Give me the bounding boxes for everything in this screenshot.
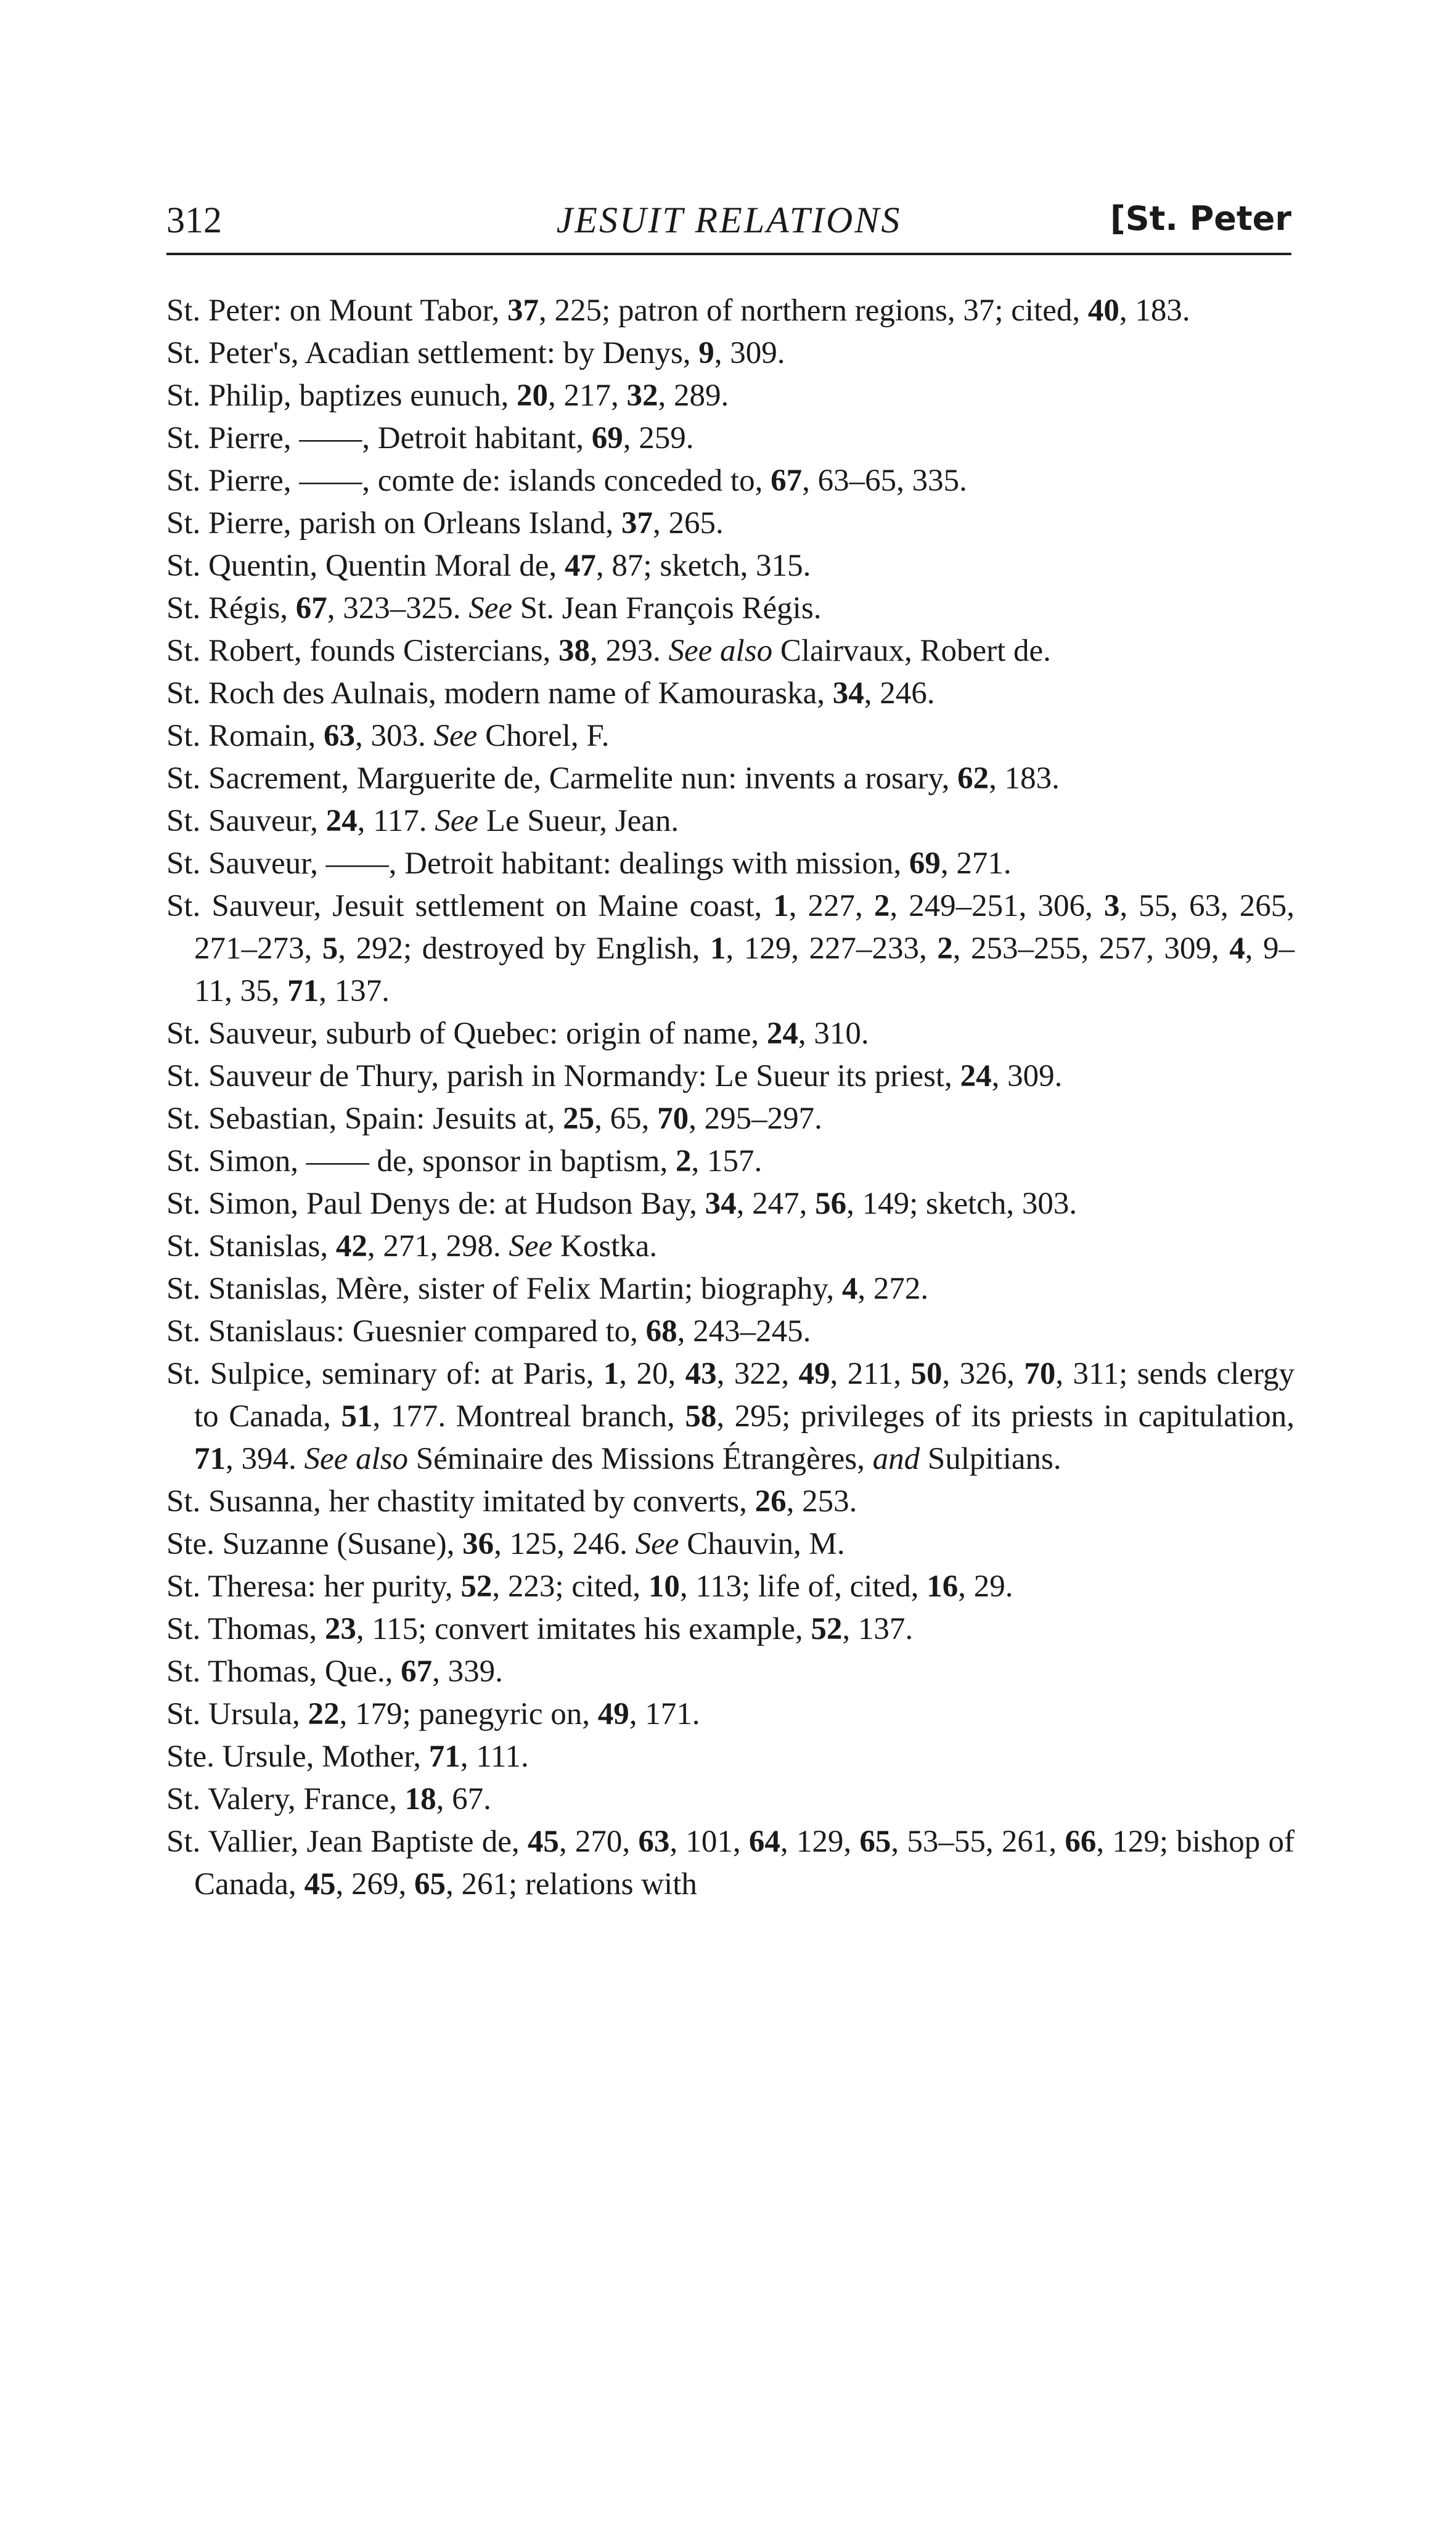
volume-number: 64	[748, 1825, 780, 1859]
entry-text: Chorel, F.	[477, 719, 610, 753]
volume-number: 52	[811, 1612, 843, 1646]
entry-text: , 271.	[940, 846, 1012, 881]
entry-text: , 63–65, 335.	[802, 464, 967, 498]
header-rule	[166, 253, 1291, 255]
index-entry	[166, 1608, 1294, 1651]
entry-text: , 246.	[864, 676, 935, 711]
index-entry	[166, 885, 1294, 1013]
entry-text: St. Sulpice, seminary of: at Paris,	[166, 1357, 603, 1391]
index-entry	[166, 375, 1294, 417]
entry-text: Sulpitians.	[920, 1442, 1061, 1476]
entry-text: , 259.	[623, 421, 694, 456]
volume-number: 62	[957, 761, 989, 796]
index-entry	[166, 1140, 1294, 1183]
entry-text: St. Jean François Régis.	[512, 591, 822, 626]
entry-text: Séminaire des Missions Étrangères,	[408, 1442, 873, 1476]
cross-reference: See also	[304, 1442, 409, 1476]
entry-text: , 323–325.	[327, 591, 469, 626]
entry-text: , 129, 227–233,	[726, 931, 938, 966]
entry-text: St. Simon, Paul Denys de: at Hudson Bay,	[166, 1187, 705, 1221]
volume-number: 49	[798, 1357, 830, 1391]
entry-text: , 271, 298.	[367, 1229, 509, 1264]
volume-number: 34	[705, 1187, 737, 1221]
entry-text: St. Sauveur,	[166, 804, 326, 838]
entry-text: , 269,	[335, 1867, 414, 1902]
volume-number: 5	[322, 931, 338, 966]
index-entry	[166, 417, 1294, 460]
entry-text: Le Sueur, Jean.	[478, 804, 679, 838]
entry-text: , 149; sketch, 303.	[846, 1187, 1078, 1221]
volume-number: 37	[621, 506, 653, 541]
index-entry	[166, 1098, 1294, 1140]
index-entry	[166, 332, 1294, 375]
entry-text: , 394.	[226, 1442, 305, 1476]
volume-number: 32	[626, 378, 658, 413]
entry-text: , 289.	[658, 378, 729, 413]
volume-number: 1	[710, 931, 726, 966]
entry-text: Kostka.	[552, 1229, 658, 1264]
volume-number: 68	[645, 1314, 677, 1349]
volume-number: 70	[657, 1102, 689, 1136]
entry-text: St. Vallier, Jean Baptiste de,	[166, 1825, 528, 1859]
entry-text: , 111.	[460, 1739, 529, 1774]
entry-text: , 179; panegyric on,	[339, 1697, 598, 1731]
volume-number: 43	[685, 1357, 717, 1391]
entry-text: , 217,	[548, 378, 627, 413]
page-number: 312	[166, 200, 222, 240]
entry-text: , 293.	[590, 634, 669, 668]
index-entry	[166, 1353, 1294, 1481]
entry-text: , 253–255, 257, 309,	[952, 931, 1230, 966]
index-entry	[166, 1310, 1294, 1353]
index-entry	[166, 843, 1294, 885]
volume-number: 24	[960, 1059, 992, 1093]
entry-text: , 29.	[958, 1569, 1013, 1604]
entry-text: , 157.	[691, 1144, 763, 1179]
volume-number: 50	[910, 1357, 943, 1391]
entry-text: Chauvin, M.	[679, 1527, 845, 1561]
index-entry	[166, 1013, 1294, 1055]
entry-text: St. Romain,	[166, 719, 324, 753]
entry-text: St. Quentin, Quentin Moral de,	[166, 549, 565, 583]
index-entries	[166, 290, 1294, 1906]
index-entry	[166, 758, 1294, 800]
index-entry	[166, 1693, 1294, 1736]
volume-number: 69	[909, 846, 941, 881]
entry-text: , 309.	[714, 336, 785, 370]
entry-text: , 225; patron of northern regions, 37; cited,	[539, 293, 1088, 328]
cross-reference: See	[433, 719, 478, 753]
volume-number: 38	[558, 634, 591, 668]
index-entry	[166, 1481, 1294, 1523]
entry-text: Ste. Suzanne (Susane),	[166, 1527, 463, 1561]
entry-text: , 101,	[669, 1825, 749, 1859]
entry-text: , 261; relations with	[445, 1867, 697, 1902]
volume-number: 23	[324, 1612, 356, 1646]
entry-text: St. Sebastian, Spain: Jesuits at,	[166, 1102, 563, 1136]
index-entry	[166, 800, 1294, 843]
volume-number: 2	[873, 889, 890, 923]
volume-number: 26	[755, 1484, 787, 1519]
entry-text: , 53–55, 261,	[891, 1825, 1065, 1859]
volume-number: 49	[597, 1697, 629, 1731]
entry-text: , 129,	[780, 1825, 860, 1859]
entry-text: , 125, 246.	[494, 1527, 636, 1561]
volume-number: 67	[295, 591, 327, 626]
volume-number: 1	[773, 889, 789, 923]
volume-number: 71	[428, 1739, 460, 1774]
index-entry	[166, 290, 1294, 332]
volume-number: 51	[341, 1399, 373, 1434]
entry-text: , 295; privileges of its priests in capitulation,	[716, 1399, 1294, 1434]
entry-text: St. Sauveur de Thury, parish in Normandy: Le Sueur its priest,	[166, 1059, 960, 1093]
entry-text: St. Simon, —— de, sponsor in baptism,	[166, 1144, 676, 1179]
entry-text: , 20,	[619, 1357, 685, 1391]
volume-number: 71	[287, 974, 319, 1008]
entry-text: St. Peter's, Acadian settlement: by Denys,	[166, 336, 699, 370]
index-entry	[166, 1183, 1294, 1225]
volume-number: 2	[675, 1144, 692, 1179]
entry-text: , 243–245.	[677, 1314, 811, 1349]
entry-text: , 292; destroyed by English,	[338, 931, 711, 966]
cross-reference: See	[509, 1229, 553, 1264]
entry-text: St. Theresa: her purity,	[166, 1569, 461, 1604]
volume-number: 4	[1229, 931, 1245, 966]
index-entry	[166, 715, 1294, 758]
volume-number: 3	[1103, 889, 1120, 923]
entry-text: , 303.	[355, 719, 434, 753]
volume-number: 22	[308, 1697, 340, 1731]
volume-number: 1	[603, 1357, 620, 1391]
volume-number: 4	[841, 1272, 858, 1306]
index-entry	[166, 587, 1294, 630]
cross-reference: See	[468, 591, 512, 626]
index-entry	[166, 1055, 1294, 1098]
index-entry	[166, 1566, 1294, 1608]
volume-number: 63	[638, 1825, 670, 1859]
volume-number: 16	[926, 1569, 959, 1604]
volume-number: 34	[832, 676, 864, 711]
volume-number: 66	[1065, 1825, 1097, 1859]
entry-text: St. Stanislas, Mère, sister of Felix Martin; biography,	[166, 1272, 842, 1306]
volume-number: 56	[815, 1187, 847, 1221]
index-entry	[166, 1651, 1294, 1693]
volume-number: 58	[685, 1399, 717, 1434]
entry-text: St. Stanislaus: Guesnier compared to,	[166, 1314, 646, 1349]
entry-text: , 339.	[432, 1654, 503, 1689]
entry-text: St. Régis,	[166, 591, 296, 626]
entry-text: St. Thomas,	[166, 1612, 325, 1646]
entry-text: St. Sauveur, Jesuit settlement on Maine coast,	[166, 889, 774, 923]
entry-text: St. Thomas, Que.,	[166, 1654, 401, 1689]
entry-text: St. Robert, founds Cistercians,	[166, 634, 559, 668]
entry-text: St. Pierre, parish on Orleans Island,	[166, 506, 621, 541]
volume-number: 67	[401, 1654, 433, 1689]
entry-text: St. Pierre, ——, Detroit habitant,	[166, 421, 592, 456]
entry-text: St. Philip, baptizes eunuch,	[166, 378, 517, 413]
volume-number: 36	[462, 1527, 494, 1561]
entry-text: St. Valery, France,	[166, 1782, 405, 1817]
entry-text: , 55, 63, 265, 271–273,	[194, 889, 1295, 966]
index-entry	[166, 1736, 1294, 1778]
index-entry	[166, 1821, 1294, 1906]
entry-text: , 253.	[786, 1484, 857, 1519]
index-entry	[166, 1523, 1294, 1566]
entry-text: , 211,	[830, 1357, 911, 1391]
entry-text: Clairvaux, Robert de.	[772, 634, 1051, 668]
entry-text: , 295–297.	[689, 1102, 822, 1136]
volume-number: 24	[766, 1016, 798, 1051]
entry-text: , 113; life of, cited,	[679, 1569, 927, 1604]
running-entry-range: [St. Peter	[1110, 199, 1291, 238]
volume-number: 20	[517, 378, 549, 413]
cross-reference: See	[635, 1527, 679, 1561]
entry-text: , 223; cited,	[492, 1569, 648, 1604]
page-header	[166, 194, 1291, 250]
entry-text: , 171.	[629, 1697, 700, 1731]
entry-text: , 311; sends clergy to Canada,	[194, 1357, 1295, 1434]
entry-text: , 177. Montreal branch,	[372, 1399, 685, 1434]
volume-number: 65	[859, 1825, 891, 1859]
index-entry	[166, 545, 1294, 587]
entry-text: St. Stanislas,	[166, 1229, 336, 1264]
entry-text: , 270,	[558, 1825, 639, 1859]
volume-number: 65	[414, 1867, 446, 1902]
entry-text: , 67.	[436, 1782, 491, 1817]
entry-text: St. Peter: on Mount Tabor,	[166, 293, 508, 328]
index-entry	[166, 1778, 1294, 1821]
entry-text: St. Sacrement, Marguerite de, Carmelite nun: invents a rosary,	[166, 761, 958, 796]
volume-number: 71	[194, 1442, 226, 1476]
entry-text: , 265.	[652, 506, 724, 541]
volume-number: 40	[1087, 293, 1119, 328]
entry-text: , 9–11, 35,	[194, 931, 1295, 1008]
entry-text: St. Ursula,	[166, 1697, 308, 1731]
entry-text: , 272.	[857, 1272, 929, 1306]
volume-number: 70	[1024, 1357, 1056, 1391]
entry-text: , 309.	[991, 1059, 1063, 1093]
volume-number: 45	[304, 1867, 336, 1902]
volume-number: 10	[648, 1569, 680, 1604]
volume-number: 45	[527, 1825, 559, 1859]
entry-text: , 129; bishop of Canada,	[194, 1825, 1295, 1902]
volume-number: 24	[325, 804, 358, 838]
entry-text: , 137.	[319, 974, 390, 1008]
volume-number: 2	[937, 931, 953, 966]
volume-number: 52	[460, 1569, 493, 1604]
entry-text: St. Susanna, her chastity imitated by converts,	[166, 1484, 755, 1519]
index-entry	[166, 460, 1294, 502]
index-entry	[166, 1268, 1294, 1310]
volume-number: 18	[404, 1782, 436, 1817]
entry-text: , 183.	[1119, 293, 1190, 328]
entry-text: , 249–251, 306,	[890, 889, 1104, 923]
entry-text: , 117.	[357, 804, 435, 838]
entry-text: , 326,	[942, 1357, 1025, 1391]
index-entry	[166, 630, 1294, 672]
entry-text: Ste. Ursule, Mother,	[166, 1739, 429, 1774]
volume-number: 9	[698, 336, 714, 370]
entry-text: , 322,	[716, 1357, 799, 1391]
cross-reference: See	[435, 804, 479, 838]
volume-number: 69	[591, 421, 623, 456]
entry-text: , 87; sketch, 315.	[595, 549, 811, 583]
entry-text: , 115; convert imitates his example,	[356, 1612, 811, 1646]
entry-text: , 227,	[788, 889, 874, 923]
entry-text: , 183.	[989, 761, 1060, 796]
entry-text: St. Roch des Aulnais, modern name of Kamouraska,	[166, 676, 833, 711]
volume-number: 63	[324, 719, 356, 753]
volume-number: 42	[335, 1229, 367, 1264]
entry-text: St. Sauveur, suburb of Quebec: origin of name,	[166, 1016, 767, 1051]
volume-number: 67	[771, 464, 803, 498]
running-title: JESUIT RELATIONS	[556, 200, 902, 240]
entry-text: St. Pierre, ——, comte de: islands conceded to,	[166, 464, 771, 498]
index-entry	[166, 1225, 1294, 1268]
volume-number: 47	[564, 549, 596, 583]
index-entry	[166, 672, 1294, 715]
cross-reference: and	[872, 1442, 920, 1476]
entry-text: , 65,	[594, 1102, 658, 1136]
entry-text: St. Sauveur, ——, Detroit habitant: dealings with mission,	[166, 846, 909, 881]
volume-number: 37	[507, 293, 539, 328]
index-entry	[166, 502, 1294, 545]
entry-text: , 137.	[842, 1612, 914, 1646]
entry-text: , 310.	[798, 1016, 869, 1051]
volume-number: 25	[563, 1102, 595, 1136]
entry-text: , 247,	[736, 1187, 816, 1221]
cross-reference: See also	[668, 634, 773, 668]
